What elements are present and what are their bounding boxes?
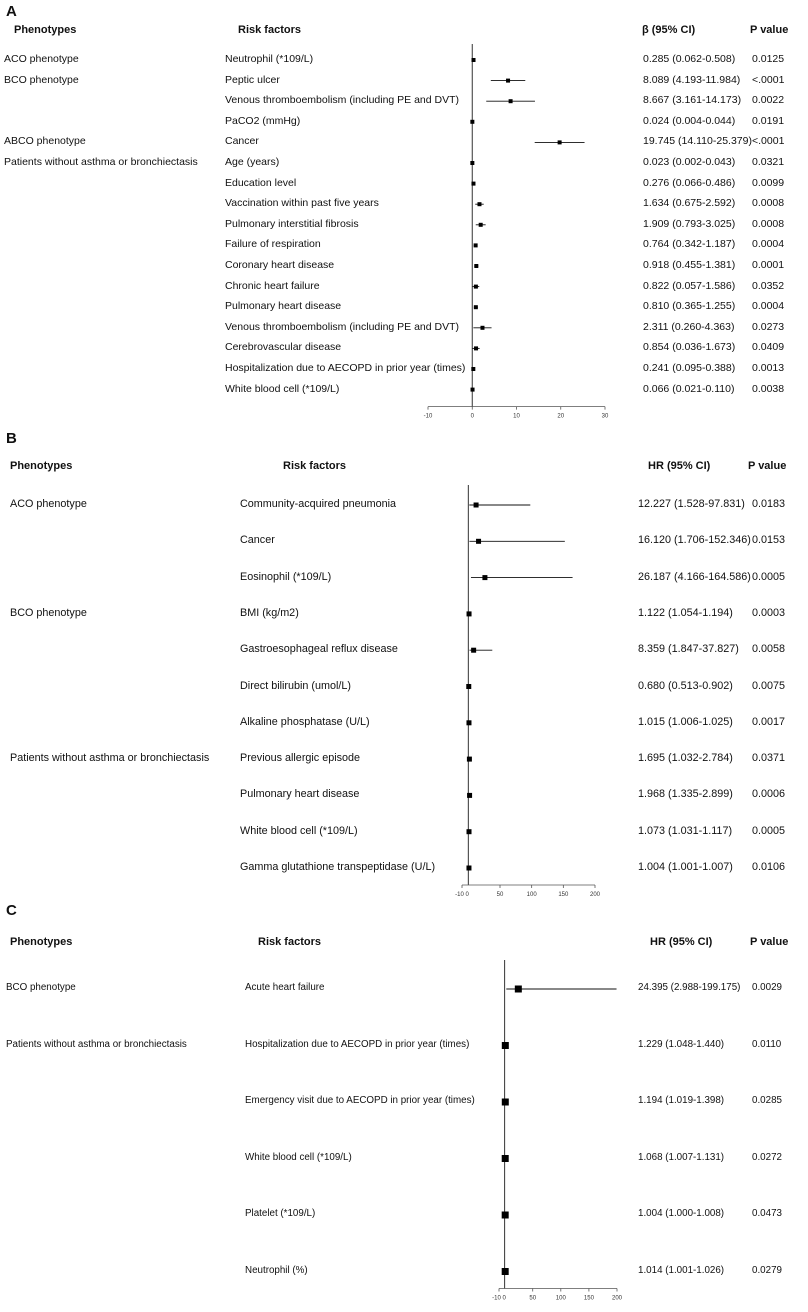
- forest-plot: [0, 0, 808, 427]
- x-tick-label: 50: [496, 892, 504, 898]
- panel-label: A: [6, 3, 17, 20]
- estimate-ci-value: 1.194 (1.019-1.398): [638, 1095, 725, 1106]
- estimate-ci-value: 1.004 (1.000-1.008): [638, 1208, 725, 1219]
- phenotype-group-label: ABCO phenotype: [4, 135, 86, 148]
- risk-factor-label: Cerebrovascular disease: [225, 341, 342, 354]
- x-tick-label: 0: [470, 413, 474, 420]
- risk-factor-label: Community-acquired pneumonia: [240, 498, 397, 510]
- point-estimate-marker: [466, 684, 471, 689]
- risk-factor-label: Gastroesophageal reflux disease: [240, 643, 398, 656]
- point-estimate-marker: [477, 202, 481, 206]
- p-value: 0.0125: [752, 53, 785, 65]
- p-value: 0.0029: [752, 982, 782, 993]
- risk-factor-label: Hospitalization due to AECOPD in prior year (times): [225, 362, 466, 374]
- x-tick-label: 10: [513, 413, 520, 420]
- header-phenotypes: Phenotypes: [10, 460, 73, 472]
- point-estimate-marker: [471, 367, 475, 371]
- estimate-ci-value: 1.634 (0.675-2.592): [643, 197, 736, 210]
- x-tick-label: -10 0: [455, 892, 469, 898]
- point-estimate-marker: [506, 79, 510, 83]
- point-estimate-marker: [479, 223, 483, 227]
- forest-plot: [0, 420, 808, 905]
- header-risk-factors: Risk factors: [283, 460, 346, 472]
- p-value: 0.0013: [752, 362, 785, 374]
- point-estimate-marker: [480, 326, 484, 330]
- p-value: 0.0321: [752, 156, 785, 168]
- estimate-ci-value: 0.276 (0.066-0.486): [643, 176, 736, 189]
- p-value: 0.0099: [752, 176, 785, 189]
- x-tick-label: 100: [555, 1295, 566, 1302]
- risk-factor-label: White blood cell (*109/L): [225, 382, 340, 395]
- point-estimate-marker: [466, 866, 471, 871]
- phenotype-group-label: ACO phenotype: [10, 498, 87, 510]
- x-tick-label: 50: [529, 1295, 537, 1302]
- estimate-ci-value: 0.764 (0.342-1.187): [643, 238, 736, 251]
- risk-factor-label: Eosinophil (*109/L): [240, 570, 332, 583]
- p-value: 0.0038: [752, 382, 785, 395]
- p-value: 0.0153: [752, 534, 786, 547]
- risk-factor-label: Chronic heart failure: [225, 279, 320, 292]
- estimate-ci-value: 1.068 (1.007-1.131): [638, 1151, 725, 1163]
- x-tick-label: -10 0: [492, 1295, 506, 1302]
- risk-factor-label: Pulmonary heart disease: [225, 300, 342, 313]
- phenotype-group-label: Patients without asthma or bronchiectasis: [10, 752, 210, 765]
- point-estimate-marker: [476, 539, 481, 544]
- p-value: 0.0003: [752, 606, 786, 619]
- point-estimate-marker: [467, 611, 472, 616]
- point-estimate-marker: [466, 720, 471, 725]
- p-value: 0.0106: [752, 861, 786, 873]
- estimate-ci-value: 0.285 (0.062-0.508): [643, 53, 736, 65]
- x-tick-label: 20: [557, 413, 565, 420]
- estimate-ci-value: 1.015 (1.006-1.025): [638, 715, 733, 728]
- estimate-ci-value: 0.241 (0.095-0.388): [643, 362, 736, 374]
- risk-factor-label: Hospitalization due to AECOPD in prior year (times): [245, 1038, 470, 1050]
- header-p-value: P value: [750, 936, 789, 948]
- point-estimate-marker: [471, 648, 476, 653]
- panel-label: C: [6, 902, 17, 919]
- estimate-ci-value: 8.089 (4.193-11.984): [643, 73, 741, 86]
- risk-factor-label: White blood cell (*109/L): [245, 1151, 352, 1163]
- estimate-ci-value: 0.023 (0.002-0.043): [643, 156, 736, 168]
- header-p-value: P value: [750, 24, 789, 36]
- phenotype-group-label: ACO phenotype: [4, 53, 79, 65]
- p-value: 0.0473: [752, 1208, 782, 1219]
- risk-factor-label: Failure of respiration: [225, 238, 321, 251]
- estimate-ci-value: 26.187 (4.166-164.586): [638, 570, 751, 583]
- point-estimate-marker: [474, 503, 479, 508]
- estimate-ci-value: 0.066 (0.021-0.110): [643, 382, 735, 395]
- p-value: 0.0005: [752, 570, 786, 583]
- estimate-ci-value: 1.695 (1.032-2.784): [638, 752, 733, 765]
- risk-factor-label: Education level: [225, 176, 297, 189]
- risk-factor-label: Previous allergic episode: [240, 752, 361, 765]
- estimate-ci-value: 0.810 (0.365-1.255): [643, 300, 736, 313]
- p-value: 0.0183: [752, 498, 786, 510]
- estimate-ci-value: 19.745 (14.110-25.379): [643, 135, 752, 148]
- phenotype-group-label: BCO phenotype: [4, 73, 79, 86]
- estimate-ci-value: 0.024 (0.004-0.044): [643, 114, 736, 127]
- p-value: 0.0371: [752, 752, 786, 765]
- point-estimate-marker: [515, 986, 522, 993]
- p-value: 0.0273: [752, 320, 785, 333]
- p-value: 0.0006: [752, 788, 786, 801]
- point-estimate-marker: [467, 829, 472, 834]
- p-value: <.0001: [752, 73, 785, 86]
- estimate-ci-value: 1.229 (1.048-1.440): [638, 1038, 725, 1050]
- header-phenotypes: Phenotypes: [10, 936, 73, 948]
- risk-factor-label: Gamma glutathione transpeptidase (U/L): [240, 861, 436, 873]
- header-estimate: β (95% CI): [642, 24, 696, 36]
- point-estimate-marker: [474, 285, 478, 289]
- point-estimate-marker: [502, 1212, 509, 1219]
- estimate-ci-value: 12.227 (1.528-97.831): [638, 498, 745, 510]
- estimate-ci-value: 0.854 (0.036-1.673): [643, 341, 736, 354]
- p-value: 0.0409: [752, 341, 785, 354]
- point-estimate-marker: [472, 58, 476, 62]
- panel-c: [0, 900, 808, 1312]
- x-tick-label: 100: [526, 892, 537, 898]
- estimate-ci-value: 0.918 (0.455-1.381): [643, 259, 736, 271]
- point-estimate-marker: [482, 575, 487, 580]
- p-value: <.0001: [752, 135, 785, 148]
- estimate-ci-value: 8.667 (3.161-14.173): [643, 94, 742, 107]
- p-value: 0.0004: [752, 300, 785, 313]
- p-value: 0.0008: [752, 217, 785, 230]
- risk-factor-label: Peptic ulcer: [225, 73, 280, 86]
- p-value: 0.0001: [752, 259, 785, 271]
- panel-a: [0, 0, 808, 420]
- estimate-ci-value: 1.122 (1.054-1.194): [638, 606, 733, 619]
- header-estimate: HR (95% CI): [648, 460, 711, 472]
- phenotype-group-label: BCO phenotype: [6, 982, 76, 993]
- x-tick-label: 150: [583, 1295, 594, 1302]
- header-risk-factors: Risk factors: [238, 24, 301, 36]
- estimate-ci-value: 1.909 (0.793-3.025): [643, 217, 736, 230]
- estimate-ci-value: 8.359 (1.847-37.827): [638, 643, 739, 656]
- risk-factor-label: Neutrophil (%): [245, 1264, 308, 1276]
- estimate-ci-value: 1.073 (1.031-1.117): [638, 824, 733, 837]
- point-estimate-marker: [474, 305, 478, 309]
- x-tick-label: -10: [423, 413, 433, 420]
- point-estimate-marker: [502, 1099, 509, 1106]
- point-estimate-marker: [558, 140, 562, 144]
- p-value: 0.0075: [752, 679, 786, 692]
- p-value: 0.0285: [752, 1095, 782, 1106]
- p-value: 0.0017: [752, 715, 786, 728]
- p-value: 0.0191: [752, 114, 785, 127]
- risk-factor-label: Age (years): [225, 156, 280, 168]
- risk-factor-label: Cancer: [225, 135, 259, 148]
- x-tick-label: 30: [601, 413, 609, 420]
- risk-factor-label: Emergency visit due to AECOPD in prior year (times): [245, 1095, 475, 1106]
- risk-factor-label: Alkaline phosphatase (U/L): [240, 715, 370, 728]
- risk-factor-label: White blood cell (*109/L): [240, 824, 358, 837]
- estimate-ci-value: 1.968 (1.335-2.899): [638, 788, 733, 801]
- point-estimate-marker: [502, 1042, 509, 1049]
- phenotype-group-label: BCO phenotype: [10, 606, 87, 619]
- x-tick-label: 150: [558, 892, 569, 898]
- point-estimate-marker: [467, 793, 472, 798]
- risk-factor-label: Pulmonary interstitial fibrosis: [225, 217, 359, 230]
- header-p-value: P value: [748, 460, 787, 472]
- point-estimate-marker: [509, 99, 513, 103]
- p-value: 0.0005: [752, 824, 786, 837]
- phenotype-group-label: Patients without asthma or bronchiectasis: [6, 1038, 187, 1050]
- p-value: 0.0110: [752, 1038, 782, 1050]
- risk-factor-label: Direct bilirubin (umol/L): [240, 679, 352, 692]
- point-estimate-marker: [474, 346, 478, 350]
- point-estimate-marker: [471, 182, 475, 186]
- p-value: 0.0022: [752, 94, 785, 107]
- risk-factor-label: Coronary heart disease: [225, 259, 335, 271]
- header-risk-factors: Risk factors: [258, 936, 321, 948]
- point-estimate-marker: [470, 120, 474, 124]
- point-estimate-marker: [502, 1268, 509, 1275]
- estimate-ci-value: 2.311 (0.260-4.363): [643, 320, 735, 333]
- p-value: 0.0004: [752, 238, 785, 251]
- panel-label: B: [6, 430, 17, 447]
- x-tick-label: 200: [611, 1295, 623, 1302]
- point-estimate-marker: [474, 243, 478, 247]
- risk-factor-label: Acute heart failure: [245, 982, 325, 993]
- p-value: 0.0058: [752, 643, 786, 656]
- risk-factor-label: Vaccination within past five years: [225, 197, 379, 210]
- header-phenotypes: Phenotypes: [14, 24, 77, 36]
- risk-factor-label: BMI (kg/m2): [240, 606, 299, 619]
- point-estimate-marker: [471, 388, 475, 392]
- estimate-ci-value: 1.014 (1.001-1.026): [638, 1264, 725, 1276]
- risk-factor-label: Venous thromboembolism (including PE and DVT): [225, 320, 460, 333]
- p-value: 0.0352: [752, 279, 785, 292]
- risk-factor-label: Platelet (*109/L): [245, 1208, 316, 1219]
- p-value: 0.0279: [752, 1264, 782, 1276]
- estimate-ci-value: 16.120 (1.706-152.346): [638, 534, 751, 547]
- header-estimate: HR (95% CI): [650, 936, 713, 948]
- x-tick-label: 200: [589, 892, 601, 898]
- risk-factor-label: PaCO2 (mmHg): [225, 114, 301, 127]
- risk-factor-label: Pulmonary heart disease: [240, 788, 360, 801]
- risk-factor-label: Venous thromboembolism (including PE and DVT): [225, 94, 460, 107]
- point-estimate-marker: [502, 1155, 509, 1162]
- risk-factor-label: Cancer: [240, 534, 275, 547]
- p-value: 0.0008: [752, 197, 785, 210]
- estimate-ci-value: 24.395 (2.988-199.175): [638, 982, 741, 993]
- phenotype-group-label: Patients without asthma or bronchiectasis: [4, 156, 198, 168]
- estimate-ci-value: 0.680 (0.513-0.902): [638, 679, 733, 692]
- p-value: 0.0272: [752, 1151, 782, 1163]
- point-estimate-marker: [470, 161, 474, 165]
- risk-factor-label: Neutrophil (*109/L): [225, 53, 314, 65]
- estimate-ci-value: 1.004 (1.001-1.007): [638, 861, 733, 873]
- point-estimate-marker: [467, 757, 472, 762]
- point-estimate-marker: [474, 264, 478, 268]
- estimate-ci-value: 0.822 (0.057-1.586): [643, 279, 736, 292]
- forest-plot: [0, 900, 808, 1309]
- panel-b: [0, 420, 808, 900]
